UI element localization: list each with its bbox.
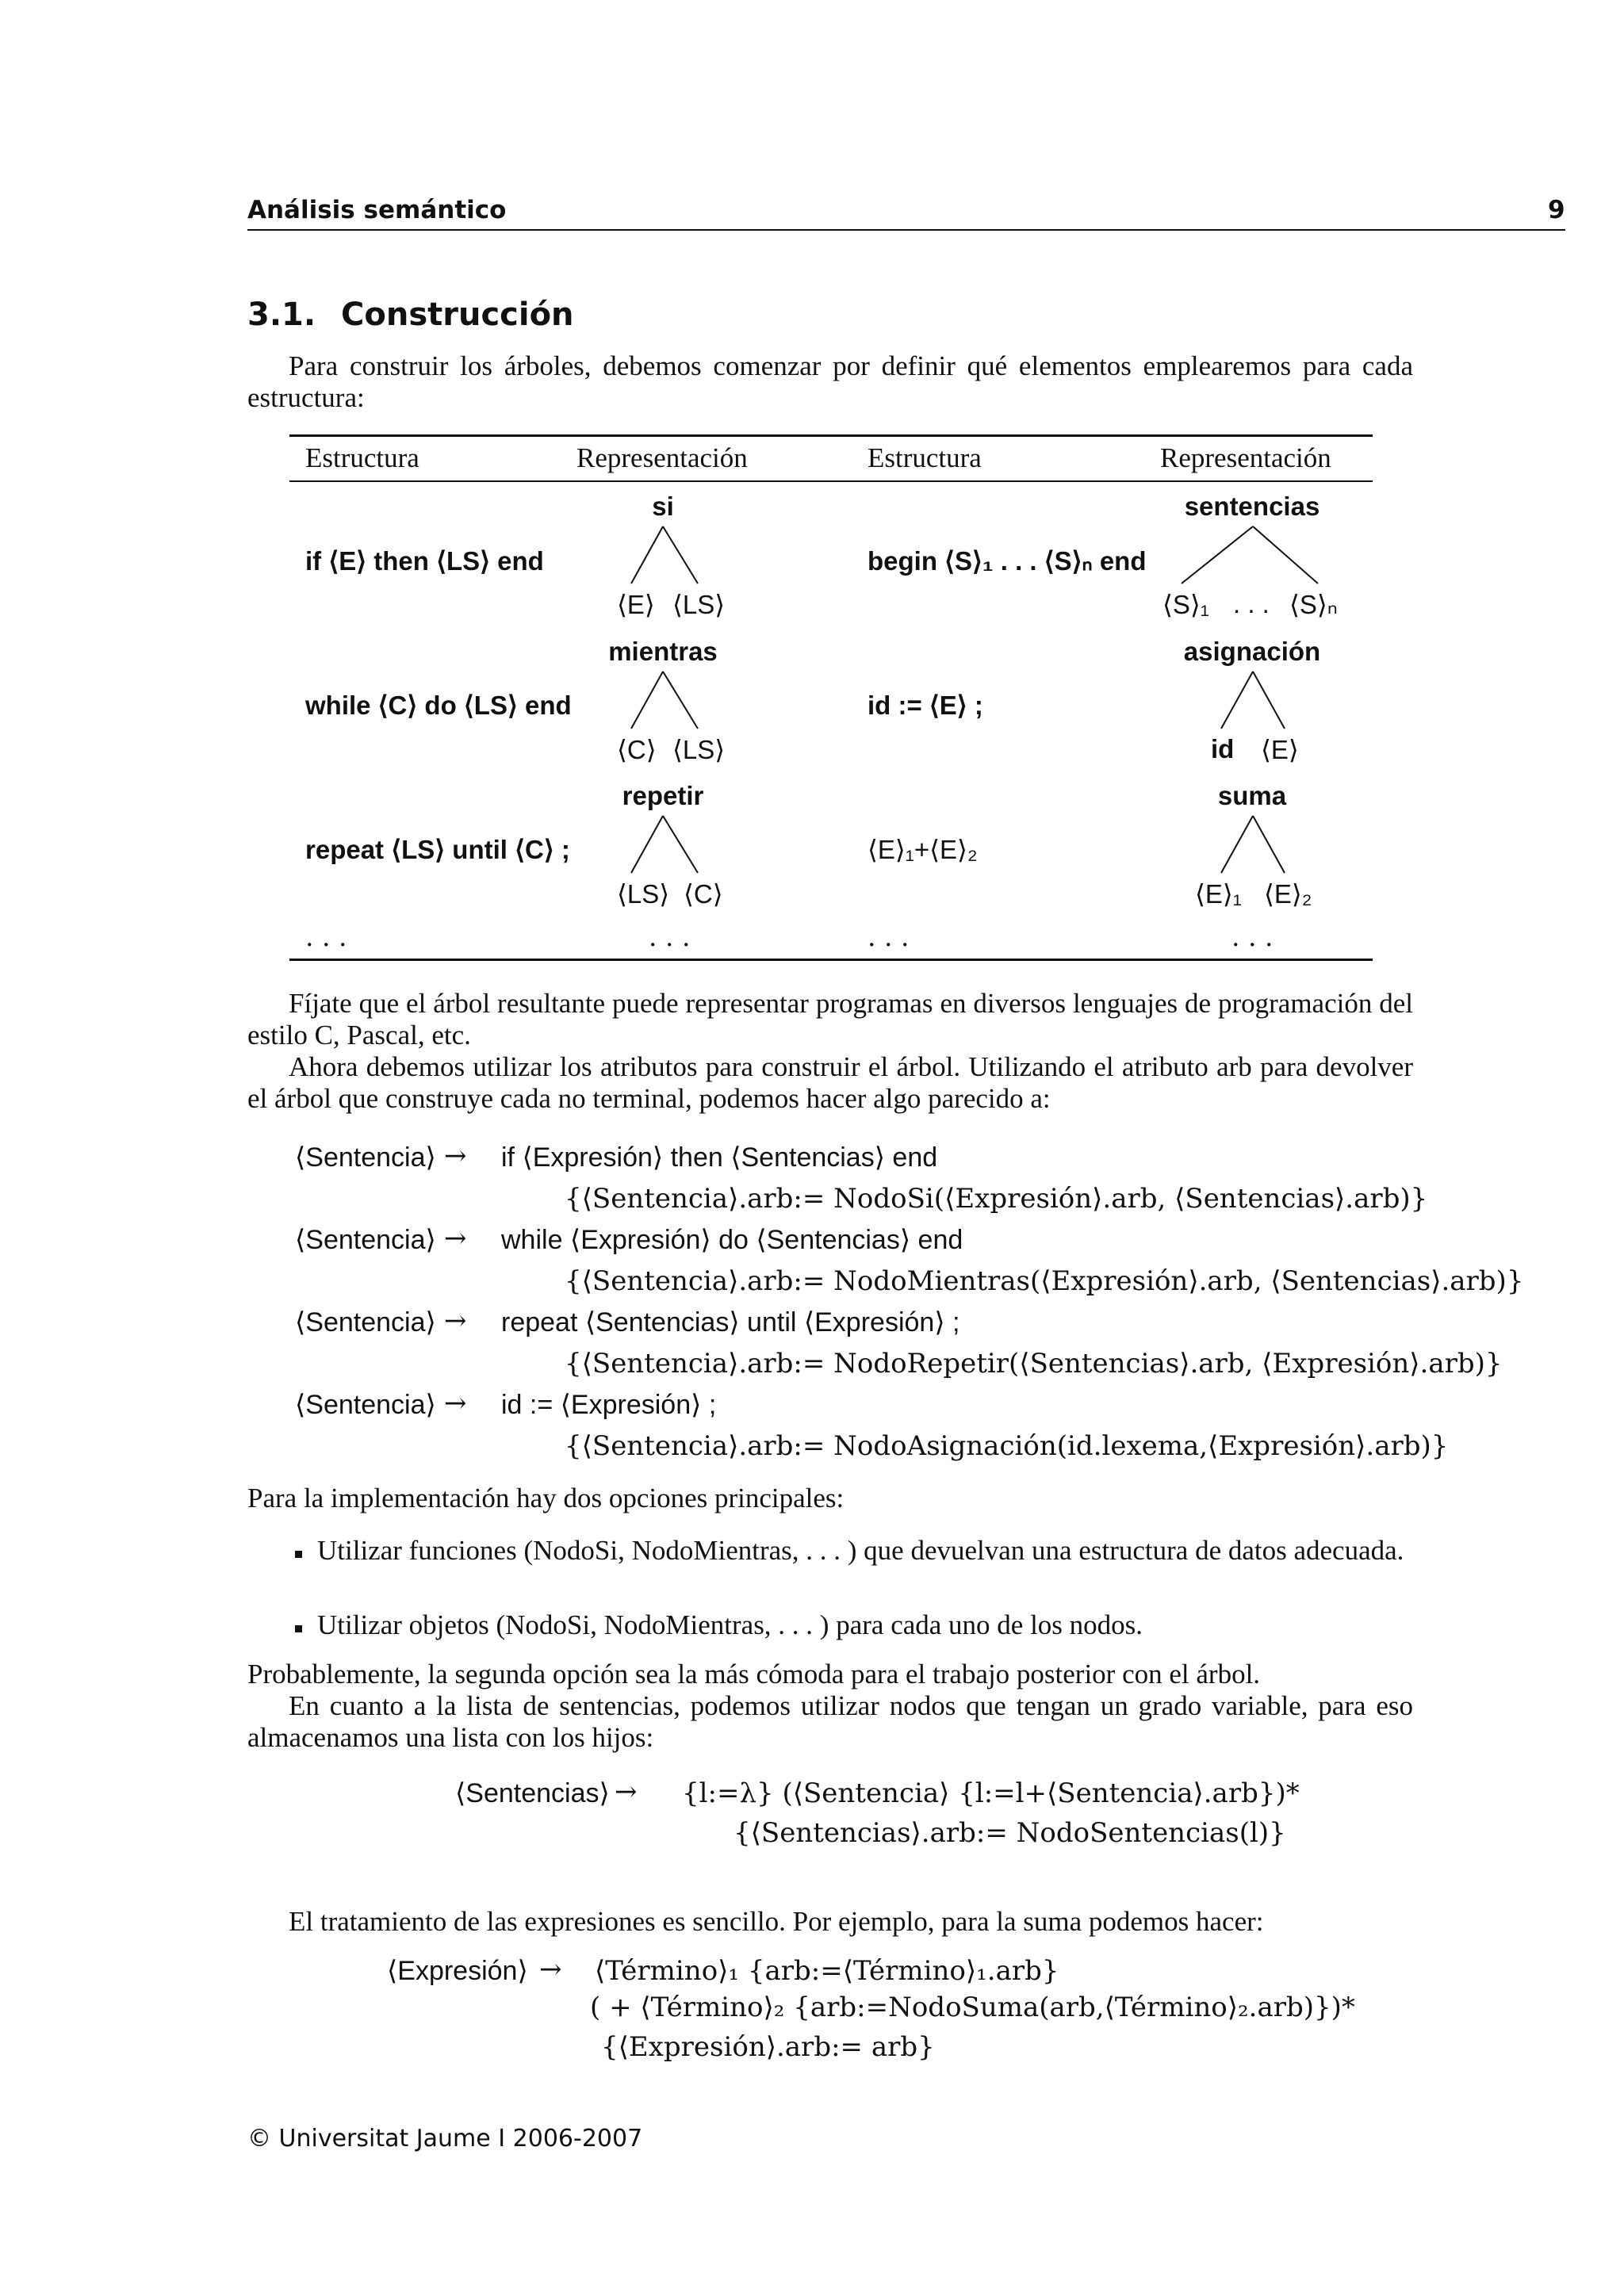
tree-child-sentencias-2: . . .	[1233, 589, 1270, 618]
grammar1-lhs-3: ⟨Sentencia⟩	[295, 1307, 436, 1337]
table-header-estructura-2: Estructura	[868, 442, 982, 473]
bullet-2	[295, 1625, 302, 1632]
tree-node-repetir: repetir	[622, 781, 704, 810]
grammar1-arrow-1: →	[444, 1140, 467, 1172]
table-bottom-rule	[289, 959, 1373, 961]
tree-child-asignacion-e: ⟨E⟩	[1261, 735, 1299, 764]
table-header-estructura-1: Estructura	[305, 442, 419, 473]
grammar2-line-2: {⟨Sentencias⟩.arb:= NodoSentencias(l)}	[733, 1817, 1286, 1849]
tree-edges-asignacion	[1205, 668, 1300, 732]
table-row-3-structure-right: ⟨E⟩₁+⟨E⟩₂	[868, 835, 978, 864]
running-header-title: Análisis semántico	[247, 196, 507, 224]
grammar1-action-4: {⟨Sentencia⟩.arb:= NodoAsignación(id.lexema,⟨Expresión⟩.arb)}	[565, 1430, 1449, 1462]
grammar1-lhs-1: ⟨Sentencia⟩	[295, 1142, 436, 1173]
table-row-2-structure-right: id := ⟨E⟩ ;	[868, 691, 983, 720]
tree-node-mientras: mientras	[608, 637, 718, 666]
grammar1-rhs-2: while ⟨Expresión⟩ do ⟨Sentencias⟩ end	[501, 1225, 963, 1255]
tree-edges-sentencias	[1175, 523, 1334, 587]
grammar1-rhs-1: if ⟨Expresión⟩ then ⟨Sentencias⟩ end	[501, 1142, 938, 1173]
tree-edges-si	[619, 523, 714, 587]
grammar1-action-1: {⟨Sentencia⟩.arb:= NodoSi(⟨Expresión⟩.arb, ⟨Sentencias⟩.arb)}	[565, 1183, 1428, 1215]
tree-edges-mientras	[619, 668, 714, 732]
tree-child-suma-1: ⟨E⟩₁	[1195, 879, 1242, 909]
tree-child-repetir-2: ⟨C⟩	[684, 879, 723, 909]
paragraph-expresiones: El tratamiento de las expresiones es sencillo. Por ejemplo, para la suma podemos hacer:	[289, 1906, 1264, 1937]
bullet-item-1: Utilizar funciones (NodoSi, NodoMientras, . . . ) que devuelvan una estructura de datos adecuada.	[317, 1535, 1404, 1566]
section-number: 3.1.	[247, 297, 316, 333]
grammar1-rhs-3: repeat ⟨Sentencias⟩ until ⟨Expresión⟩ ;	[501, 1307, 960, 1337]
header-rule	[247, 229, 1565, 231]
grammar3-line-1: ⟨Término⟩₁ {arb:=⟨Término⟩₁.arb}	[595, 1955, 1059, 1987]
paragraph-lista: En cuanto a la lista de sentencias, podemos utilizar nodos que tengan un grado variable, para eso almacenamos una lista con los hijos:	[247, 1690, 1413, 1753]
grammar3-line-2: ( + ⟨Término⟩₂ {arb:=NodoSuma(arb,⟨Término⟩₂.arb)})*	[590, 1992, 1355, 2023]
tree-child-si-1: ⟨E⟩	[617, 590, 655, 619]
grammar1-arrow-3: →	[444, 1305, 467, 1337]
grammar2-arrow: →	[615, 1776, 638, 1808]
tree-child-sentencias-3: ⟨S⟩ₙ	[1289, 590, 1338, 619]
tree-edges-repetir	[619, 813, 714, 876]
grammar1-rhs-4: id := ⟨Expresión⟩ ;	[501, 1390, 717, 1420]
grammar2-lhs: ⟨Sentencias⟩	[455, 1778, 610, 1808]
paragraph-implementacion: Para la implementación hay dos opciones principales:	[247, 1483, 845, 1513]
page-number: 9	[1548, 196, 1565, 224]
table-top-rule	[289, 434, 1373, 437]
table-ellipsis-1: . . .	[305, 921, 347, 952]
table-row-3-structure-left: repeat ⟨LS⟩ until ⟨C⟩ ;	[305, 835, 570, 864]
tree-child-sentencias-1: ⟨S⟩₁	[1162, 590, 1209, 619]
tree-node-asignacion: asignación	[1183, 637, 1321, 666]
tree-child-mientras-2: ⟨LS⟩	[672, 735, 726, 764]
grammar1-lhs-4: ⟨Sentencia⟩	[295, 1390, 436, 1420]
intro-paragraph: Para construir los árboles, debemos comenzar por definir qué elementos emplearemos para cada estructura:	[247, 350, 1413, 413]
tree-child-si-2: ⟨LS⟩	[672, 590, 726, 619]
paragraph-ahora: Ahora debemos utilizar los atributos para construir el árbol. Utilizando el atributo arb para devolver el árbol que construye cada no terminal, podemos hacer algo parecido a:	[247, 1051, 1413, 1114]
tree-edges-suma	[1205, 813, 1300, 876]
paragraph-fijate: Fíjate que el árbol resultante puede representar programas en diversos lenguajes de programación del estilo C, Pascal, etc.	[247, 988, 1413, 1050]
table-ellipsis-2: . . .	[649, 921, 691, 952]
table-header-representacion-1: Representación	[576, 442, 748, 473]
bullet-1	[295, 1551, 302, 1558]
tree-node-suma: suma	[1217, 781, 1287, 810]
grammar1-action-3: {⟨Sentencia⟩.arb:= NodoRepetir(⟨Sentencias⟩.arb, ⟨Expresión⟩.arb)}	[565, 1348, 1503, 1380]
section-title: Construcción	[341, 297, 574, 333]
table-ellipsis-3: . . .	[868, 921, 910, 952]
grammar2-line-1: {l:=λ} (⟨Sentencia⟩ {l:=l+⟨Sentencia⟩.arb})*	[682, 1777, 1300, 1809]
tree-child-repetir-1: ⟨LS⟩	[617, 879, 670, 909]
table-header-rule	[289, 480, 1373, 482]
tree-child-asignacion-id: id	[1211, 734, 1235, 763]
tree-child-suma-2: ⟨E⟩₂	[1264, 879, 1312, 909]
grammar1-action-2: {⟨Sentencia⟩.arb:= NodoMientras(⟨Expresión⟩.arb, ⟨Sentencias⟩.arb)}	[565, 1265, 1524, 1297]
grammar3-line-3: {⟨Expresión⟩.arb:= arb}	[601, 2031, 935, 2063]
grammar1-arrow-2: →	[444, 1223, 467, 1254]
tree-node-sentencias: sentencias	[1184, 492, 1320, 521]
table-ellipsis-4: . . .	[1231, 921, 1274, 952]
table-row-1-structure-left: if ⟨E⟩ then ⟨LS⟩ end	[305, 546, 544, 576]
grammar3-arrow: →	[539, 1954, 562, 1985]
tree-node-si: si	[652, 492, 674, 521]
bullet-item-2: Utilizar objetos (NodoSi, NodoMientras, . . . ) para cada uno de los nodos.	[317, 1609, 1143, 1640]
paragraph-probablemente: Probablemente, la segunda opción sea la más cómoda para el trabajo posterior con el árbol.	[247, 1659, 1261, 1689]
table-row-1-structure-right: begin ⟨S⟩₁ . . . ⟨S⟩ₙ end	[868, 546, 1147, 576]
grammar1-lhs-2: ⟨Sentencia⟩	[295, 1225, 436, 1255]
tree-child-mientras-1: ⟨C⟩	[617, 735, 657, 764]
footer-copyright: © Universitat Jaume I 2006-2007	[247, 2125, 643, 2152]
grammar1-arrow-4: →	[444, 1387, 467, 1419]
table-header-representacion-2: Representación	[1160, 442, 1331, 473]
table-row-2-structure-left: while ⟨C⟩ do ⟨LS⟩ end	[305, 691, 572, 720]
grammar3-lhs: ⟨Expresión⟩	[387, 1956, 528, 1986]
